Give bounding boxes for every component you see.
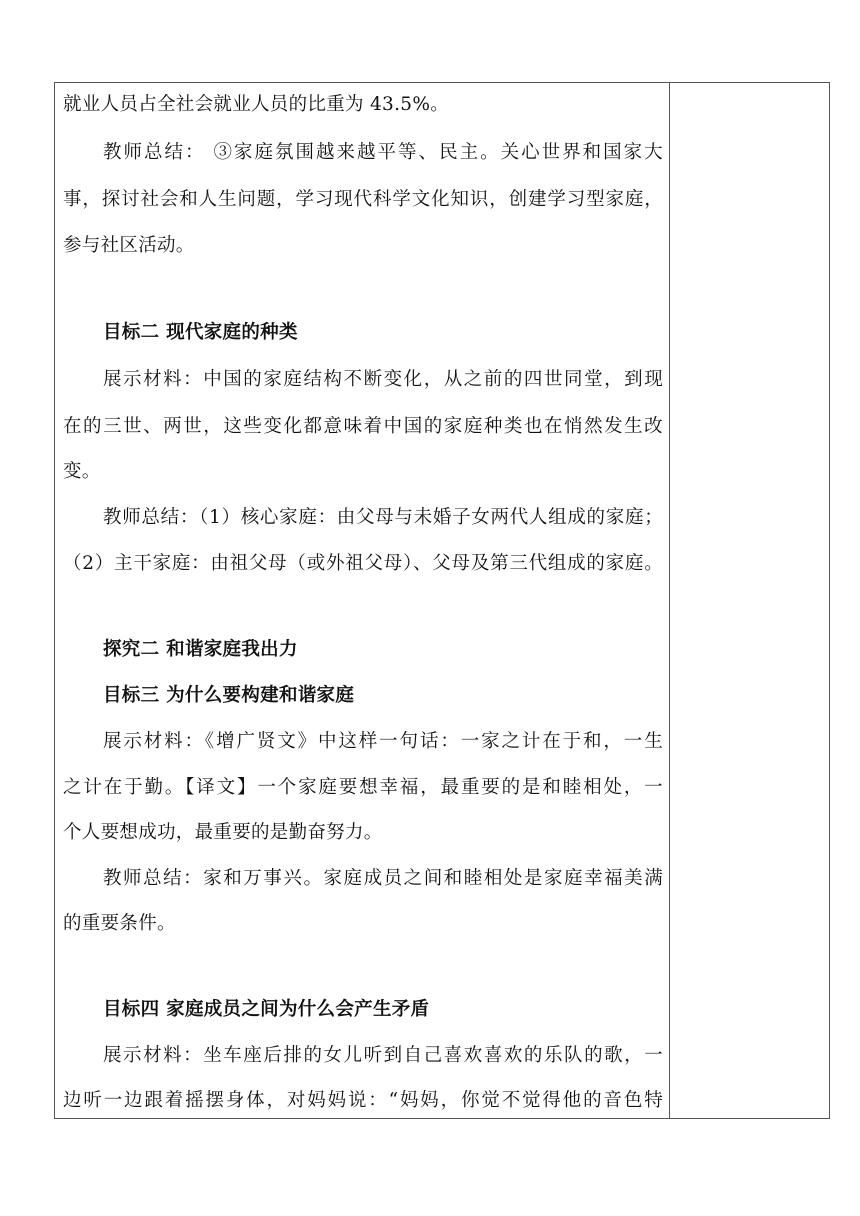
text-line: 教师总结：（1）核心家庭：由父母与未婚子女两代人组成的家庭； xyxy=(103,507,663,528)
text-line: 展示材料：坐车座后排的女儿听到自己喜欢喜欢的乐队的歌，一 xyxy=(103,1045,663,1066)
text-line: 就业人员占全社会就业人员的比重为 43.5%。 xyxy=(63,94,450,115)
lesson-table xyxy=(54,82,830,1119)
text-line: 展示材料：《增广贤文》中这样一句话：一家之计在于和，一生 xyxy=(103,731,663,752)
text-line: 变。 xyxy=(63,461,101,482)
text-line: 在的三世、两世，这些变化都意味着中国的家庭种类也在悄然发生改 xyxy=(63,416,663,437)
section-heading: 目标二 现代家庭的种类 xyxy=(103,322,298,343)
text-line: 个人要想成功，最重要的是勤奋努力。 xyxy=(63,822,383,843)
text-line: 之计在于勤。【译文】一个家庭要想幸福，最重要的是和睦相处，一 xyxy=(63,777,663,798)
text-line: （2）主干家庭：由祖父母（或外祖父母）、父母及第三代组成的家庭。 xyxy=(63,553,663,574)
text-line: 教师总结： ③家庭氛围越来越平等、民主。关心世界和国家大 xyxy=(103,142,663,163)
text-line: 的重要条件。 xyxy=(63,913,176,934)
text-line: 展示材料：中国的家庭结构不断变化，从之前的四世同堂，到现 xyxy=(103,369,663,390)
text-line: 边听一边跟着摇摆身体，对妈妈说：“妈妈，你觉不觉得他的音色特 xyxy=(63,1090,663,1111)
section-heading: 目标四 家庭成员之间为什么会产生矛盾 xyxy=(103,999,430,1020)
text-line: 事，探讨社会和人生问题，学习现代科学文化知识，创建学习型家庭， xyxy=(63,189,663,210)
notes-cell xyxy=(670,83,829,1118)
text-line: 教师总结：家和万事兴。家庭成员之间和睦相处是家庭幸福美满 xyxy=(103,868,663,889)
section-heading: 目标三 为什么要构建和谐家庭 xyxy=(103,685,355,706)
text-line: 参与社区活动。 xyxy=(63,235,195,256)
section-heading: 探究二 和谐家庭我出力 xyxy=(103,639,298,660)
